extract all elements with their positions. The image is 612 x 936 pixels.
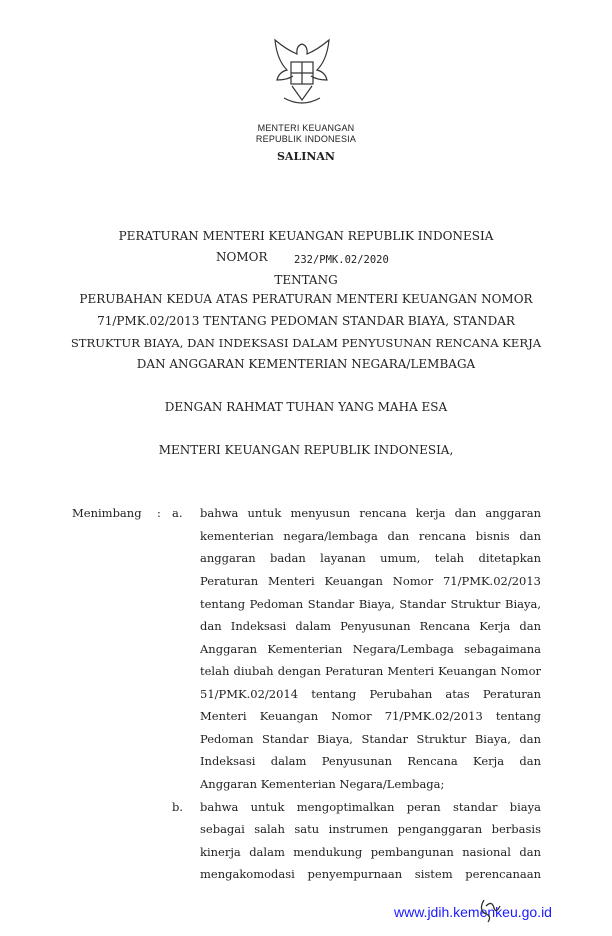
body-text-line: bahwa untuk mengoptimalkan peran standar biaya — [200, 800, 541, 814]
body-text-line: kementerian negara/lembaga dan rencana bisnis dan — [200, 529, 541, 543]
number-value: 232/PMK.02/2020 — [294, 254, 389, 266]
body-text-line: tentang Pedoman Standar Biaya, Standar Struktur Biaya, — [200, 597, 541, 611]
body-text-line: Peraturan Menteri Keuangan Nomor 71/PMK.02/2013 — [200, 574, 541, 588]
body-text-line: anggaran badan layanan umum, telah ditetapkan — [200, 551, 541, 565]
body-text-line: Anggaran Kementerian Negara/Lembaga; — [200, 777, 445, 791]
authority: MENTERI KEUANGAN REPUBLIK INDONESIA, — [158, 443, 454, 457]
subject-line: DAN ANGGARAN KEMENTERIAN NEGARA/LEMBAGA — [136, 357, 476, 371]
regulation-title: PERATURAN MENTERI KEUANGAN REPUBLIK INDONESIA — [118, 229, 494, 243]
item-marker: a. — [172, 506, 183, 520]
blessing: DENGAN RAHMAT TUHAN YANG MAHA ESA — [164, 400, 448, 414]
header-line-1: MENTERI KEUANGAN — [257, 123, 355, 133]
body-text-line: kinerja dalam mendukung pembangunan nasional dan — [200, 845, 541, 859]
about-label: TENTANG — [274, 273, 338, 287]
section-label: Menimbang — [72, 506, 142, 520]
subject-line: STRUKTUR BIAYA, DAN INDEKSASI DALAM PENYUSUNAN RENCANA KERJA — [70, 336, 542, 350]
body-text-line: Menteri Keuangan Nomor 71/PMK.02/2013 tentang — [200, 709, 541, 723]
signature-initials-icon — [476, 896, 506, 926]
footer-website-link[interactable]: www.jdih.kemenkeu.go.id — [394, 904, 552, 920]
body-text-line: Pedoman Standar Biaya, Standar Struktur Biaya, dan — [200, 732, 541, 746]
header-line-2: REPUBLIK INDONESIA — [255, 134, 357, 144]
subject-line: 71/PMK.02/2013 TENTANG PEDOMAN STANDAR BIAYA, STANDAR — [97, 314, 515, 328]
subject-line: PERUBAHAN KEDUA ATAS PERATURAN MENTERI KEUANGAN NOMOR — [79, 292, 533, 306]
colon: : — [157, 506, 161, 520]
body-text-line: Indeksasi dalam Penyusunan Rencana Kerja dan — [200, 754, 541, 768]
body-text-line: mengakomodasi penyempurnaan sistem perencanaan — [200, 867, 541, 881]
garuda-emblem-icon — [262, 36, 342, 116]
body-text-line: bahwa untuk menyusun rencana kerja dan anggaran — [200, 506, 541, 520]
copy-label: SALINAN — [276, 150, 335, 163]
number-label: NOMOR — [216, 250, 268, 264]
item-marker: b. — [172, 800, 184, 814]
body-text-line: 51/PMK.02/2014 tentang Perubahan atas Peraturan — [200, 687, 541, 701]
body-text-line: telah diubah dengan Peraturan Menteri Keuangan Nomor — [200, 664, 541, 678]
body-text-line: Anggaran Kementerian Negara/Lembaga sebagaimana — [200, 642, 541, 656]
body-text-line: sebagai salah satu instrumen penganggaran berbasis — [200, 822, 541, 836]
body-text-line: dan Indeksasi dalam Penyusunan Rencana Kerja dan — [200, 619, 541, 633]
